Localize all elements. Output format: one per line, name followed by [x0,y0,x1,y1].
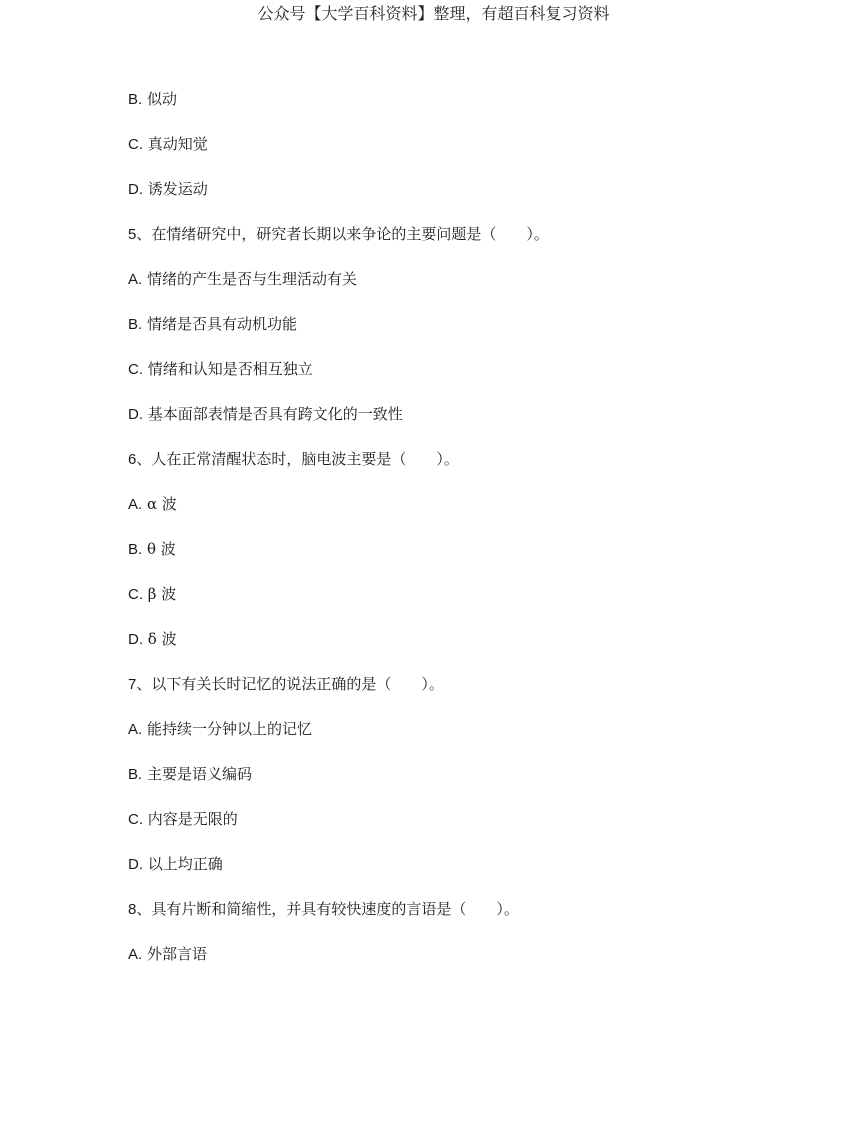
option-text: θ 波 [146,540,176,558]
option-label: C. [128,136,143,153]
question-text: 以下有关长时记忆的说法正确的是（ ）。 [151,675,444,693]
option-label: B. [128,541,143,558]
option-text: 情绪和认知是否相互独立 [147,360,313,378]
option-text: 内容是无限的 [147,810,238,828]
option-label: A. [128,721,143,738]
option-label: C. [128,586,143,603]
option-line [128,943,828,988]
option-line [128,313,828,358]
option-line [128,763,828,808]
option-text: α 波 [146,495,177,513]
page-header: 公众号【大学百科资料】整理，有超百科复习资料 [257,4,610,23]
question-text: 人在正常清醒状态时，脑电波主要是（ ）。 [151,450,459,468]
option-line [128,403,828,448]
option-line [128,268,828,313]
option-label: B. [128,766,143,783]
option-line [128,583,828,628]
option-label: D. [128,631,143,648]
option-text: 以上均正确 [147,855,223,873]
option-text: β 波 [147,585,177,603]
option-line [128,628,828,673]
question-number: 7、 [128,676,152,693]
option-label: A. [128,496,143,513]
option-line [128,178,828,223]
option-line [128,538,828,583]
option-label: D. [128,181,143,198]
question-line [128,448,828,493]
question-number: 5、 [128,226,152,243]
option-line [128,88,828,133]
question-line [128,673,828,718]
option-line [128,808,828,853]
option-text: 诱发运动 [147,180,208,198]
option-text: 基本面部表情是否具有跨文化的一致性 [147,405,403,423]
option-label: C. [128,361,143,378]
question-line [128,223,828,268]
option-text: 外部言语 [146,945,207,963]
option-label: B. [128,316,143,333]
option-label: A. [128,946,143,963]
document-body [128,88,828,988]
question-text: 具有片断和简缩性，并具有较快速度的言语是（ ）。 [151,900,519,918]
option-text: 能持续一分钟以上的记忆 [146,720,312,738]
option-text: δ 波 [147,630,177,648]
option-text: 情绪是否具有动机功能 [146,315,297,333]
question-number: 6、 [128,451,152,468]
option-line [128,358,828,403]
option-label: D. [128,406,143,423]
option-line [128,718,828,763]
option-text: 情绪的产生是否与生理活动有关 [146,270,357,288]
option-text: 似动 [146,90,177,108]
question-line [128,898,828,943]
question-number: 8、 [128,901,152,918]
option-line [128,853,828,898]
option-line [128,493,828,538]
option-line [128,133,828,178]
option-label: D. [128,856,143,873]
question-text: 在情绪研究中，研究者长期以来争论的主要问题是（ ）。 [151,225,549,243]
option-label: A. [128,271,143,288]
option-label: C. [128,811,143,828]
option-text: 真动知觉 [147,135,208,153]
option-text: 主要是语义编码 [146,765,252,783]
option-label: B. [128,91,143,108]
